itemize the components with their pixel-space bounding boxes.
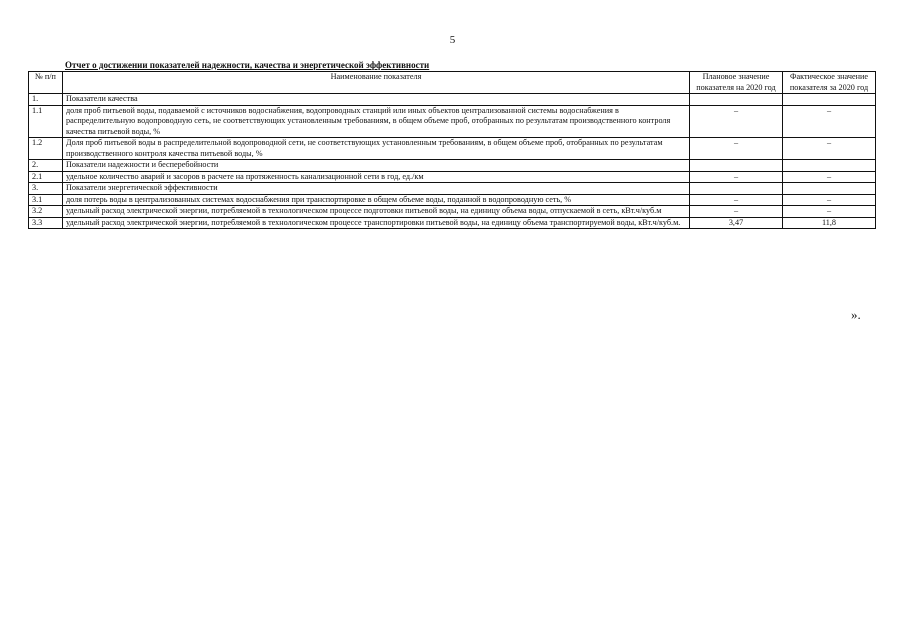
row-fact: 11,8	[783, 217, 876, 229]
row-name: удельный расход электрической энергии, потребляемой в технологическом процессе подготовки питьевой воды, на единицу объема воды, отпускаемой в сеть, кВт.ч/куб.м	[63, 206, 690, 218]
row-fact: –	[783, 171, 876, 183]
row-num: 1.1	[29, 105, 63, 138]
row-plan	[690, 94, 783, 106]
table-row	[29, 94, 876, 106]
row-fact	[783, 160, 876, 172]
row-name: Показатели энергетической эффективности	[63, 183, 690, 195]
row-plan: –	[690, 138, 783, 160]
indicators-table	[28, 71, 876, 229]
table-row	[29, 160, 876, 172]
row-num: 3.2	[29, 206, 63, 218]
row-fact	[783, 183, 876, 195]
row-name: Показатели надежности и бесперебойности	[63, 160, 690, 172]
closing-quote-mark: ».	[851, 307, 861, 322]
row-plan: –	[690, 171, 783, 183]
row-num: 3.	[29, 183, 63, 195]
row-name: Доля проб питьевой воды в распределительной водопроводной сети, не соответствующих установленным требованиям, в общем объеме проб, отобранных по результатам производственного контроля качества питьевой воды, %	[63, 138, 690, 160]
row-name: доля потерь воды в централизованных системах водоснабжения при транспортировке в общем объеме воды, поданной в водопроводную сеть, %	[63, 194, 690, 206]
row-fact: –	[783, 105, 876, 138]
table-row	[29, 194, 876, 206]
table-row	[29, 183, 876, 195]
row-num: 3.3	[29, 217, 63, 229]
page-number: 5	[449, 34, 456, 46]
row-name: удельное количество аварий и засоров в расчете на протяженность канализационной сети в год, ед./км	[63, 171, 690, 183]
row-fact: –	[783, 194, 876, 206]
row-plan: 3,47	[690, 217, 783, 229]
table-row	[29, 217, 876, 229]
row-num: 3.1	[29, 194, 63, 206]
row-plan: –	[690, 105, 783, 138]
row-plan: –	[690, 194, 783, 206]
row-name: удельный расход электрической энергии, потребляемой в технологическом процессе транспортировки питьевой воды, на единицу объема транспортируемой воды, кВт.ч/куб.м.	[63, 217, 690, 229]
row-num: 1.2	[29, 138, 63, 160]
row-num: 2.1	[29, 171, 63, 183]
table-row	[29, 206, 876, 218]
header-fact: Фактическое значение показателя за 2020 год	[783, 72, 876, 94]
row-fact: –	[783, 206, 876, 218]
row-name: Показатели качества	[63, 94, 690, 106]
row-name: доля проб питьевой воды, подаваемой с источников водоснабжения, водопроводных станций или иных объектов централизованной системы водоснабжения в распределительную водопроводную сеть, не соответствующих установленным требованиям, в общем объеме проб, отобранных по результатам производственного контроля качества питьевой воды, %	[63, 105, 690, 138]
row-plan	[690, 183, 783, 195]
report-title: Отчет о достижении показателей надежности, качества и энергетической эффективности	[65, 60, 430, 70]
row-num: 2.	[29, 160, 63, 172]
header-name: Наименование показателя	[63, 72, 690, 94]
row-plan: –	[690, 206, 783, 218]
row-plan	[690, 160, 783, 172]
header-num: № п/п	[29, 72, 63, 94]
row-num: 1.	[29, 94, 63, 106]
table-row	[29, 105, 876, 138]
header-plan: Плановое значение показателя на 2020 год	[690, 72, 783, 94]
row-fact	[783, 94, 876, 106]
table-row	[29, 171, 876, 183]
table-header-row	[29, 72, 876, 94]
row-fact: –	[783, 138, 876, 160]
table-row	[29, 138, 876, 160]
